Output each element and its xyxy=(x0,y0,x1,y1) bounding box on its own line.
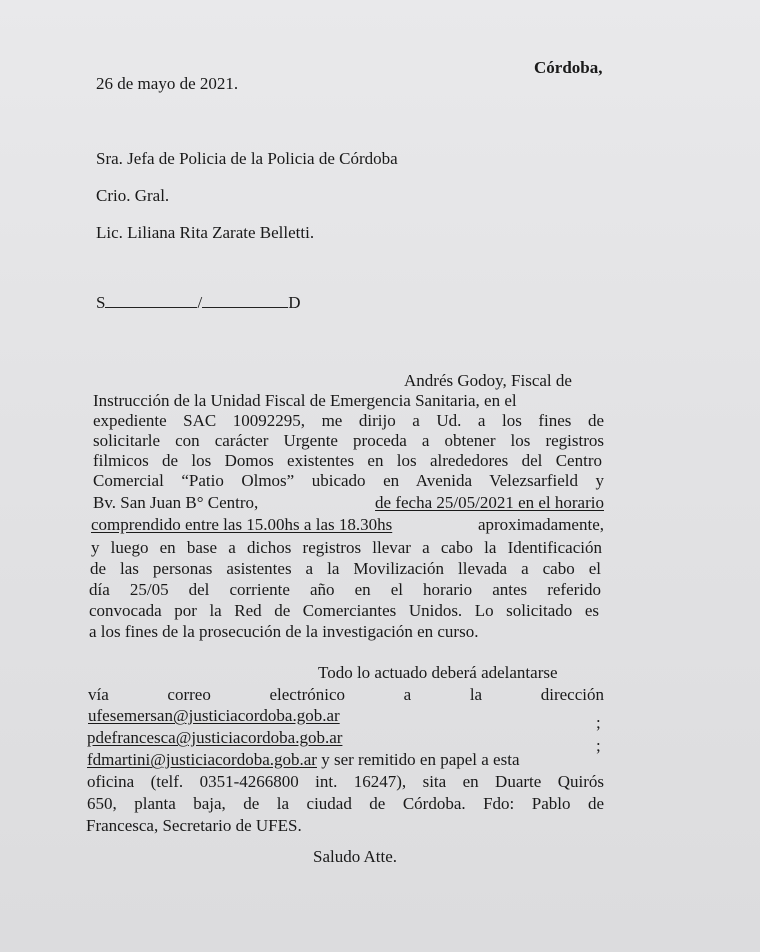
closing-line: Saludo Atte. xyxy=(313,847,398,866)
recipient-line-1: Sra. Jefa de Policia de la Policia de Córdoba xyxy=(96,149,398,168)
recipient-line-3: Lic. Liliana Rita Zarate Belletti. xyxy=(96,223,315,242)
body1-line-8b: aproximadamente, xyxy=(477,515,604,534)
body1-line-1: Andrés Godoy, Fiscal de xyxy=(404,371,572,390)
email-link-2[interactable]: pdefrancesca@justiciacordoba.gob.ar xyxy=(87,728,343,747)
body2-word-6: dirección xyxy=(540,685,604,704)
sd-slash: / xyxy=(197,293,203,312)
body1-line-6: Comercial “Patio Olmos” ubicado en Avenida Velezsarfield y xyxy=(93,471,604,490)
sd-s: S xyxy=(96,293,106,312)
body1-line-7 xyxy=(93,492,604,514)
date-line: 26 de mayo de 2021. xyxy=(96,74,239,93)
body1-line-13: a los fines de la prosecución de la investigación en curso. xyxy=(89,622,479,641)
body2-line-6: oficina (telf. 0351-4266800 int. 16247), sita en Duarte Quirós xyxy=(87,772,604,791)
city-line: Córdoba, xyxy=(534,58,603,77)
email-link-3[interactable]: fdmartini@justiciacordoba.gob.ar xyxy=(87,750,317,769)
body1-line-8 xyxy=(91,514,604,536)
body2-line-5b: y ser remitido en papel a esta xyxy=(321,750,520,769)
body2-word-2: correo xyxy=(167,685,211,704)
sd-d: D xyxy=(288,293,301,312)
body2-word-1: vía xyxy=(88,685,109,704)
body2-line-1: Todo lo actuado deberá adelantarse xyxy=(318,663,558,682)
body2-line-7: 650, planta baja, de la ciudad de Córdoba. Fdo: Pablo de xyxy=(87,794,604,813)
email-separator-1: ; xyxy=(596,713,601,732)
sd-blank-2 xyxy=(202,291,288,308)
body2-word-5: la xyxy=(469,685,483,704)
body2-word-4: a xyxy=(403,685,412,704)
body1-line-12: convocada por la Red de Comerciantes Unidos. Lo solicitado es xyxy=(89,601,599,620)
body1-line-2-text: Instrucción de la Unidad Fiscal de Emergencia Sanitaria, en el xyxy=(93,391,517,410)
body1-line-11: día 25/05 del corriente año en el horario antes referido xyxy=(89,580,601,599)
body1-line-8a-underlined: comprendido entre las 15.00hs a las 18.30hs xyxy=(91,515,393,534)
body1-line-5: filmicos de los Domos existentes en los alrededores del Centro xyxy=(93,451,602,470)
body1-line-7b-underlined: de fecha 25/05/2021 en el horario xyxy=(375,493,604,512)
body1-line-2 xyxy=(93,390,604,412)
email-link-1[interactable]: ufesemersan@justiciacordoba.gob.ar xyxy=(88,706,340,725)
recipient-line-2: Crio. Gral. xyxy=(96,186,170,205)
body2-line-5 xyxy=(87,749,520,771)
body1-line-7a: Bv. San Juan B° Centro, xyxy=(93,493,259,512)
body2-line-2 xyxy=(88,684,604,706)
sd-blank-1 xyxy=(105,291,197,308)
body2-line-8: Francesca, Secretario de UFES. xyxy=(86,816,302,835)
body1-line-3: expediente SAC 10092295, me dirijo a Ud. a los fines de xyxy=(93,411,604,430)
body2-word-3: electrónico xyxy=(269,685,345,704)
body1-line-10: de las personas asistentes a la Movilización llevada a cabo el xyxy=(90,559,601,578)
body1-line-9: y luego en base a dichos registros llevar a cabo la Identificación xyxy=(91,538,602,557)
body1-line-4: solicitarle con carácter Urgente proceda a obtener los registros xyxy=(93,431,604,450)
email-separator-2: ; xyxy=(596,736,601,755)
salutation-sd xyxy=(96,291,300,314)
